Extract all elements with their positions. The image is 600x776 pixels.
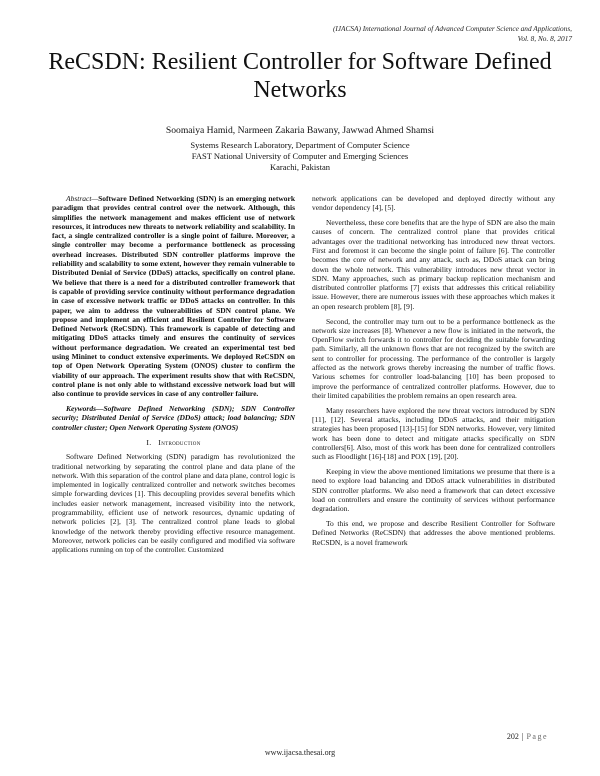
- paper-title: ReCSDN: Resilient Controller for Software Defined Networks: [48, 49, 552, 103]
- journal-line-1: (IJACSA) International Journal of Advanced Computer Science and Applications,: [332, 24, 572, 33]
- footer-url[interactable]: www.ijacsa.thesai.org: [264, 748, 336, 757]
- right-paragraph-3: Many researchers have explored the new threat vectors introduced by SDN [11], [12]. Several attacks, including DDoS attacks, and their mitigation strategies has been proposed [13]-[15] for SDN networks. However, very limited work has been done to detect and mitigate attacks specifically on SDN controllers[6]. Also, most of this work has been done for centralized controllers such as Floodlight [16]-[18] and POX [19], [20].: [312, 405, 555, 462]
- affiliation-line-1: Systems Research Laboratory, Department of Computer Science: [190, 140, 410, 150]
- page-number: [507, 732, 548, 741]
- right-paragraph-2: Second, the controller may turn out to be a performance bottleneck as the network size increases [8]. Whenever a new flow is initiated in the network, the OpenFlow switch forwards it to controller for deciding the suitable forwarding path. Similarly, all the unknown flows that are not recognized by the switch are sent to controller for processing. The performance of the controller is largely affected as the network grows thereby increasing the number of traffic flows. Various schemes for controller load-balancing [10] has been proposed to improve the performance of centralized controller platforms. However, due to their limited capabilities the problem remains an open research area.: [312, 316, 555, 400]
- affiliation-line-2: FAST National University of Computer and Emerging Sciences: [191, 151, 409, 162]
- right-paragraph-1: Nevertheless, these core benefits that are the hype of SDN are also the main causes of concern. The centralized control plane that provides critical advantages over the traditional networking has introduced new threat vectors. First and foremost it can become the single point of failure [6]. The controller becomes the core of network and any attack, such as, DDoS attack can bring down the whole network. This vulnerability introduces new threat vector in SDN. Many approaches, such as primary backup replication mechanism and distributed controller platforms [7] exists that addresses this critical reliability issue. However, there are numerous issues with these approaches which makes it an open research problem [8], [9].: [312, 218, 555, 311]
- author-affiliation: [80, 140, 520, 174]
- page-label: Page: [526, 732, 548, 741]
- right-paragraph-4: Keeping in view the above mentioned limitations we presume that there is a need to explore load balancing and DDoS attack vulnerabilities in distributed SDN controller platforms. We also need a framework that can detect excessive load on controllers and ensure the continuity of services without performance degradation.: [312, 467, 555, 514]
- affiliation-line-3: Karachi, Pakistan: [270, 162, 330, 173]
- paper-authors: Soomaiya Hamid, Narmeen Zakaria Bawany, Jawwad Ahmed Shamsi: [165, 125, 435, 136]
- journal-header: [212, 24, 572, 44]
- abstract-paragraph: Abstract—Software Defined Networking (SDN) is an emerging network paradigm that provides central control over the network. Although, this simplifies the network management and makes efficient use of network resources, it introduces new threats to network reliability and scalability. In fact, a single centralized controller is a single point of failure. Moreover, a single controller may become a performance bottleneck as processing overhead increases. Distributed SDN controller platforms improve the reliability and scalability to some extent, however they remain vulnerable to Distributed Denial of Service (DDoS) attacks, specifically on control plane. We believe that there is a need for a distributed controller framework that is capable of providing service continuity without performance degradation in case of excessive network traffic or DDoS attacks on controller. In this paper, we aim to address the vulnerabilities of SDN control plane. We propose and implement an efficient and Resilient Controller for Software Defined Network (ReCSDN). This framework is capable of detecting and mitigating DDoS attacks timely and ensures the continuity of services without performance degradation. We created an experimental test bed using Mininet to conduct extensive experiments. We deployed ReCSDN on top of Open Network Operating System (ONOS) cluster to confirm the viability of our approach. The experiment results show that with ReCSDN, control plane is not only able to withstand excessive network load but will also continue to provide services in case of any controller failure.: [52, 194, 295, 399]
- section-title: Introduction: [158, 437, 201, 447]
- intro-paragraph-1: Software Defined Networking (SDN) paradigm has revolutionized the traditional networking by separating the control plane and data plane of the network. With this separation of the control plane and data plane, control logic is implemented in logically centralized controller and network switches becomes simple forwarding devices [1]. This decoupling provides several benefits which includes easier network management, increased visibility into the network, programmability, efficient use of network resources, dynamic updating of network policies [2], [3]. The centralized control plane leads to global knowledge of the network thereby providing effective resource management. Moreover, network policies can be easily configured and modified via software applications running on top of the controller. Customized: [52, 452, 295, 555]
- section-heading-introduction: [52, 438, 295, 447]
- abstract-label: Abstract: [66, 194, 92, 203]
- page-number-value: 202: [506, 732, 519, 741]
- page-number-separator: |: [521, 732, 524, 741]
- right-paragraph-0: network applications can be developed and deployed directly without any vendor dependency [4], [5].: [312, 194, 555, 213]
- abstract-text: Software Defined Networking (SDN) is an emerging network paradigm that provides central control over the network. Although, this simplifies the network management and makes efficient use of network resources, it introduces new threats to network reliability and scalability. In fact, a single centralized controller is a single point of failure. Moreover, a single controller may become a performance bottleneck as processing overhead increases. Distributed SDN controller platforms improve the reliability and scalability to some extent, however they remain vulnerable to Distributed Denial of Service (DDoS) attacks, specifically on control plane. We believe that there is a need for a distributed controller framework that is capable of providing service continuity without performance degradation in case of excessive network traffic or DDoS attacks on controller. In this paper, we aim to address the vulnerabilities of SDN control plane. We propose and implement an efficient and Resilient Controller for Software Defined Network (ReCSDN). This framework is capable of detecting and mitigating DDoS attacks timely and ensures the continuity of services without performance degradation. We created an experimental test bed using Mininet to conduct extensive experiments. We deployed ReCSDN on top of Open Network Operating System (ONOS) cluster to confirm the viability of our approach. The experiment results show that with ReCSDN, control plane is not only able to withstand excessive network load but will also continue to provide services in case of any controller failure.: [52, 194, 295, 399]
- right-column: [312, 194, 555, 552]
- journal-line-2: Vol. 8, No. 8, 2017: [517, 34, 572, 43]
- keywords-paragraph: Keywords—Software Defined Networking (SDN); SDN Controller security; Distributed Denial of Service (DDoS) attack; load balancing; SDN controller cluster; Open Network Operating System (ONOS): [52, 404, 295, 432]
- keywords-text: Software Defined Networking (SDN); SDN Controller security; Distributed Denial of Service (DDoS) attack; load balancing; SDN controller cluster; Open Network Operating System (ONOS): [52, 404, 295, 432]
- section-number: I.: [146, 437, 152, 447]
- keywords-label: Keywords: [66, 404, 96, 414]
- left-column: [52, 194, 295, 560]
- right-paragraph-5: To this end, we propose and describe Resilient Controller for Software Defined Networks (ReCSDN) that addresses the above mentioned problems. ReCSDN, is a novel framework: [312, 519, 555, 547]
